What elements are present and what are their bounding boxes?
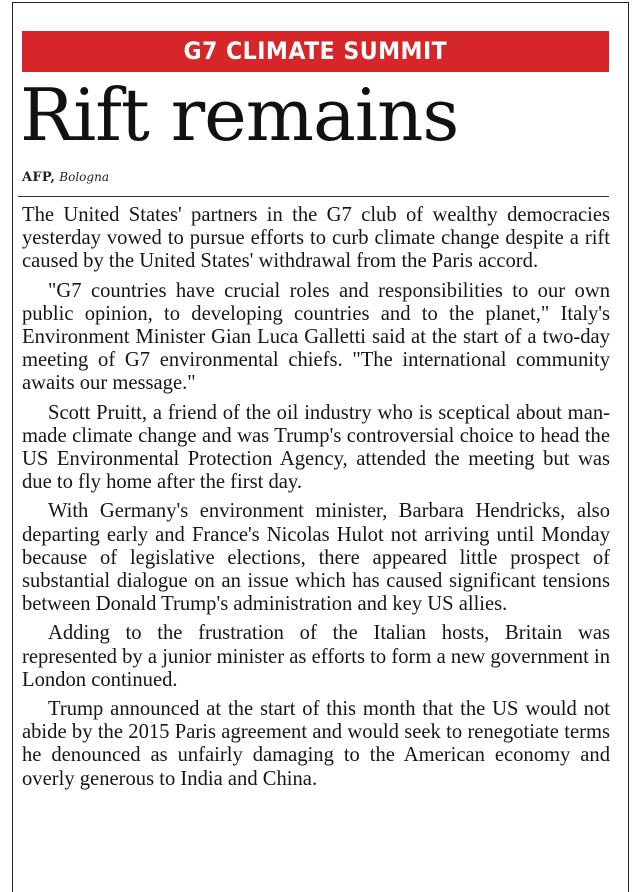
article-paragraph: Adding to the frustration of the Italian hosts, Britain was represented by a junior minister as efforts to form a new government in London continued. <box>22 622 610 691</box>
section-kicker-banner <box>22 31 609 72</box>
right-border-rule <box>628 2 629 892</box>
byline-agency: AFP, <box>22 170 56 185</box>
byline <box>22 170 109 185</box>
top-border-rule <box>12 2 629 3</box>
article-paragraph: The United States' partners in the G7 club of wealthy democracies yesterday vowed to pursue efforts to curb climate change despite a rift caused by the United States' withdrawal from the Paris accord. <box>22 204 610 273</box>
article-paragraph: "G7 countries have crucial roles and responsibilities to our own public opinion, to developing countries and to the planet," Italy's Environment Minister Gian Luca Galletti said at the start of a two-day meeting of G7 environmental chiefs. "The international community awaits our message." <box>22 279 610 395</box>
headline: Rift remains <box>20 73 459 157</box>
kicker-label: G7 CLIMATE SUMMIT <box>183 37 448 65</box>
article-paragraph: With Germany's environment minister, Barbara Hendricks, also departing early and France's Nicolas Hulot not arriving until Monday because of legislative elections, there appeared little prospect of substantial dialogue on an issue which has caused significant tensions between Donald Trump's administration and key US allies. <box>22 500 610 616</box>
article-paragraph: Scott Pruitt, a friend of the oil industry who is sceptical about man-made climate change and was Trump's controversial choice to head the US Environmental Protection Agency, attended the meeting but was due to fly home after the first day. <box>22 401 610 494</box>
byline-dateline: Bologna <box>59 170 109 184</box>
left-border-rule <box>12 2 13 892</box>
article-paragraph: Trump announced at the start of this month that the US would not abide by the 2015 Paris agreement and would seek to renegotiate terms he denounced as unfairly damaging to the American economy and overly generous to India and China. <box>22 698 610 790</box>
article-body <box>22 204 610 797</box>
byline-divider <box>18 196 609 197</box>
